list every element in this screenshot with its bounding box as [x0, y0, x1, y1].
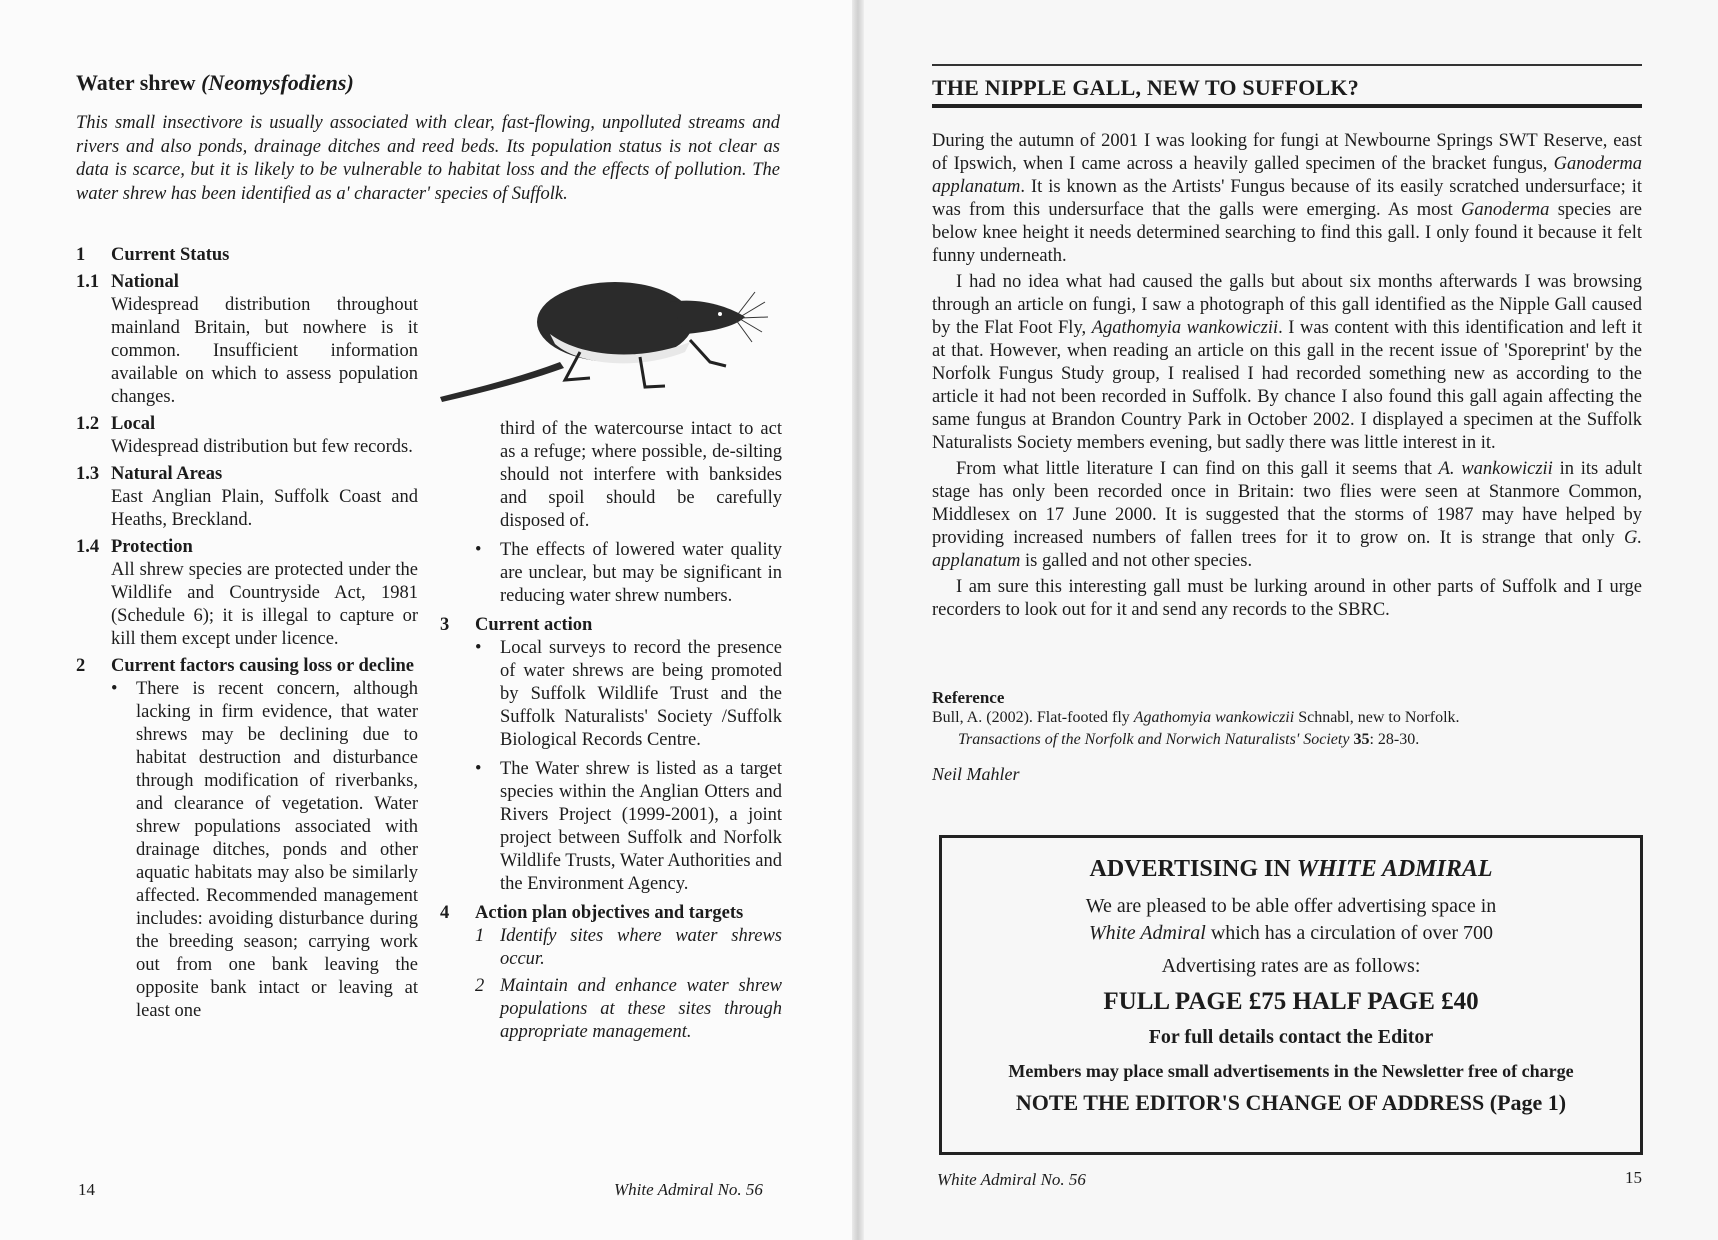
section-text: Widespread distribution throughout mainland Britain, but nowhere is it common. Insufficient information available on which to assess population changes.: [111, 295, 418, 407]
list-item: • Local surveys to record the presence of water shrews are being promoted by Suffolk Wildlife Trust and the Suffolk Naturalists' Society /Suffolk Biological Records Centre.: [475, 638, 782, 750]
section-heading: 4 Action plan objectives and targets: [440, 903, 744, 923]
page-number-right: 15: [1625, 1168, 1642, 1187]
footer-right: White Admiral No. 56: [937, 1170, 1086, 1189]
article-paragraph: From what little literature I can find on this gall it seems that A. wankowiczii in its adult stage has only been recorded once in Britain: two flies were seen at Stanmore Common, Middlesex on 17 June 2000. It is suggested that the storms of 1987 may have helped by providing increased numbers of fallen trees for it to grow on. It is strange that only G. applanatum is galled and not other species.: [932, 459, 1642, 571]
title-rule-bottom: [932, 104, 1642, 108]
footer-left: White Admiral No. 56: [614, 1180, 763, 1199]
section-heading: 1.3 Natural Areas: [76, 464, 223, 484]
article-title-nipple-gall: THE NIPPLE GALL, NEW TO SUFFOLK?: [932, 75, 1359, 100]
title-rule-top: [932, 64, 1642, 66]
list-item: • The Water shrew is listed as a target species within the Anglian Otters and Rivers Project (1999-2001), a joint project between Suffolk and Norfolk Wildlife Trusts, Water Authorities and the Environment Agency.: [475, 759, 782, 894]
advert-prices: FULL PAGE £75 HALF PAGE £40: [1103, 988, 1479, 1015]
section-text: East Anglian Plain, Suffolk Coast and Heaths, Breckland.: [111, 487, 418, 530]
section-heading: 1.1 National: [76, 272, 179, 292]
book-spine: [852, 0, 864, 1240]
author-name: Neil Mahler: [932, 764, 1020, 784]
advert-contact: For full details contact the Editor: [1148, 1026, 1434, 1048]
advert-address-note: NOTE THE EDITOR'S CHANGE OF ADDRESS (Page 1): [1015, 1090, 1567, 1115]
advert-members: Members may place small advertisements in the Newsletter free of charge: [1008, 1061, 1574, 1081]
section-heading: 1 Current Status: [76, 245, 230, 265]
water-shrew-illustration: [440, 262, 770, 412]
list-item: • The effects of lowered water quality are unclear, but may be significant in reducing water shrew numbers.: [475, 540, 782, 606]
article-title-water-shrew: Water shrew (Neomysfodiens): [76, 70, 354, 95]
advert-rates-intro: Advertising rates are as follows:: [1161, 955, 1421, 977]
advertising-box: [939, 835, 1643, 1155]
advert-title: ADVERTISING IN WHITE ADMIRAL: [1089, 856, 1493, 882]
section-text: Widespread distribution but few records.: [111, 437, 413, 457]
left-column-2: [440, 418, 782, 1048]
objective-item: 1 Identify sites where water shrews occur.: [475, 926, 782, 969]
section-heading: 3 Current action: [440, 615, 593, 635]
reference-entry: Bull, A. (2002). Flat-footed fly Agathomyia wankowiczii Schnabl, new to Norfolk. Transactions of the Norfolk and Norwich Naturalists' Society 35: 28-30.: [932, 709, 1460, 748]
list-item: • There is recent concern, although lacking in firm evidence, that water shrews may be declining due to habitat destruction and disturbance through modification of riverbanks, and clearance of vegetation. Water shrew populations associated with drainage ditches, ponds and other aquatic habitats may also be similarly affected. Recommended management includes: avoiding disturbance during the breeding season; carrying work out from one bank leaving the opposite bank intact or leaving at least one: [111, 679, 418, 1021]
article-paragraph: I had no idea what had caused the galls but about six months afterwards I was browsing through an article on fungi, I saw a photograph of this gall identified as the Nipple Gall caused by the Flat Foot Fly, Agathomyia wankowiczii. I was content with this identification and left it at that. However, when reading an article on this gall in the recent issue of 'Sporeprint' by the Norfolk Fungus Study group, I realised I had recorded something new as according to the article it had not been recorded in Suffolk. By chance I also found this gall again affecting the same fungus at Brandon Country Park in October 2002. I displayed a specimen at the Suffolk Naturalists Society members evening, but sadly there was little interest in it.: [932, 272, 1643, 453]
article-paragraph: I am sure this interesting gall must be lurking around in other parts of Suffolk and I urge recorders to look out for it and send any records to the SBRC.: [932, 577, 1642, 620]
advert-line: We are pleased to be able offer advertising space in: [1085, 895, 1497, 917]
nipple-gall-article: [932, 130, 1642, 625]
section-text: All shrew species are protected under the Wildlife and Countryside Act, 1981 (Schedule 6); it is illegal to capture or kill them except under licence.: [111, 560, 418, 649]
left-column-1: [76, 240, 418, 1029]
page-number-left: 14: [78, 1180, 95, 1199]
section-heading: 2 Current factors causing loss or decline: [76, 656, 415, 676]
section-heading: 1.2 Local: [76, 414, 156, 434]
article-paragraph: During the autumn of 2001 I was looking for fungi at Newbourne Springs SWT Reserve, east of Ipswich, when I came across a heavily galled specimen of the bracket fungus, Ganoderma applanatum. It is known as the Artists' Fungus because of its easily scratched undersurface; it was from this undersurface that the galls were emerging. As most Ganoderma species are below knee height it needs determined searching to find this gall. I only found it because it felt funny underneath.: [932, 131, 1642, 266]
objective-item: 2 Maintain and enhance water shrew populations at these sites through appropriate management.: [475, 976, 782, 1042]
section-text: third of the watercourse intact to act as a refuge; where possible, de-silting should not interfere with banksides and spoil should be carefully disposed of.: [500, 419, 782, 531]
intro-paragraph: This small insectivore is usually associated with clear, fast-flowing, unpolluted streams and rivers and also ponds, drainage ditches and reed beds. Its population status is not clear as data is scarce, but it is likely to be vulnerable to habitat loss and the effects of pollution. The water shrew has been identified as a' character' species of Suffolk.: [76, 113, 780, 204]
section-heading: 1.4 Protection: [76, 537, 193, 557]
advert-line: White Admiral which has a circulation of over 700: [1089, 922, 1493, 944]
reference-heading: Reference: [932, 688, 1005, 707]
